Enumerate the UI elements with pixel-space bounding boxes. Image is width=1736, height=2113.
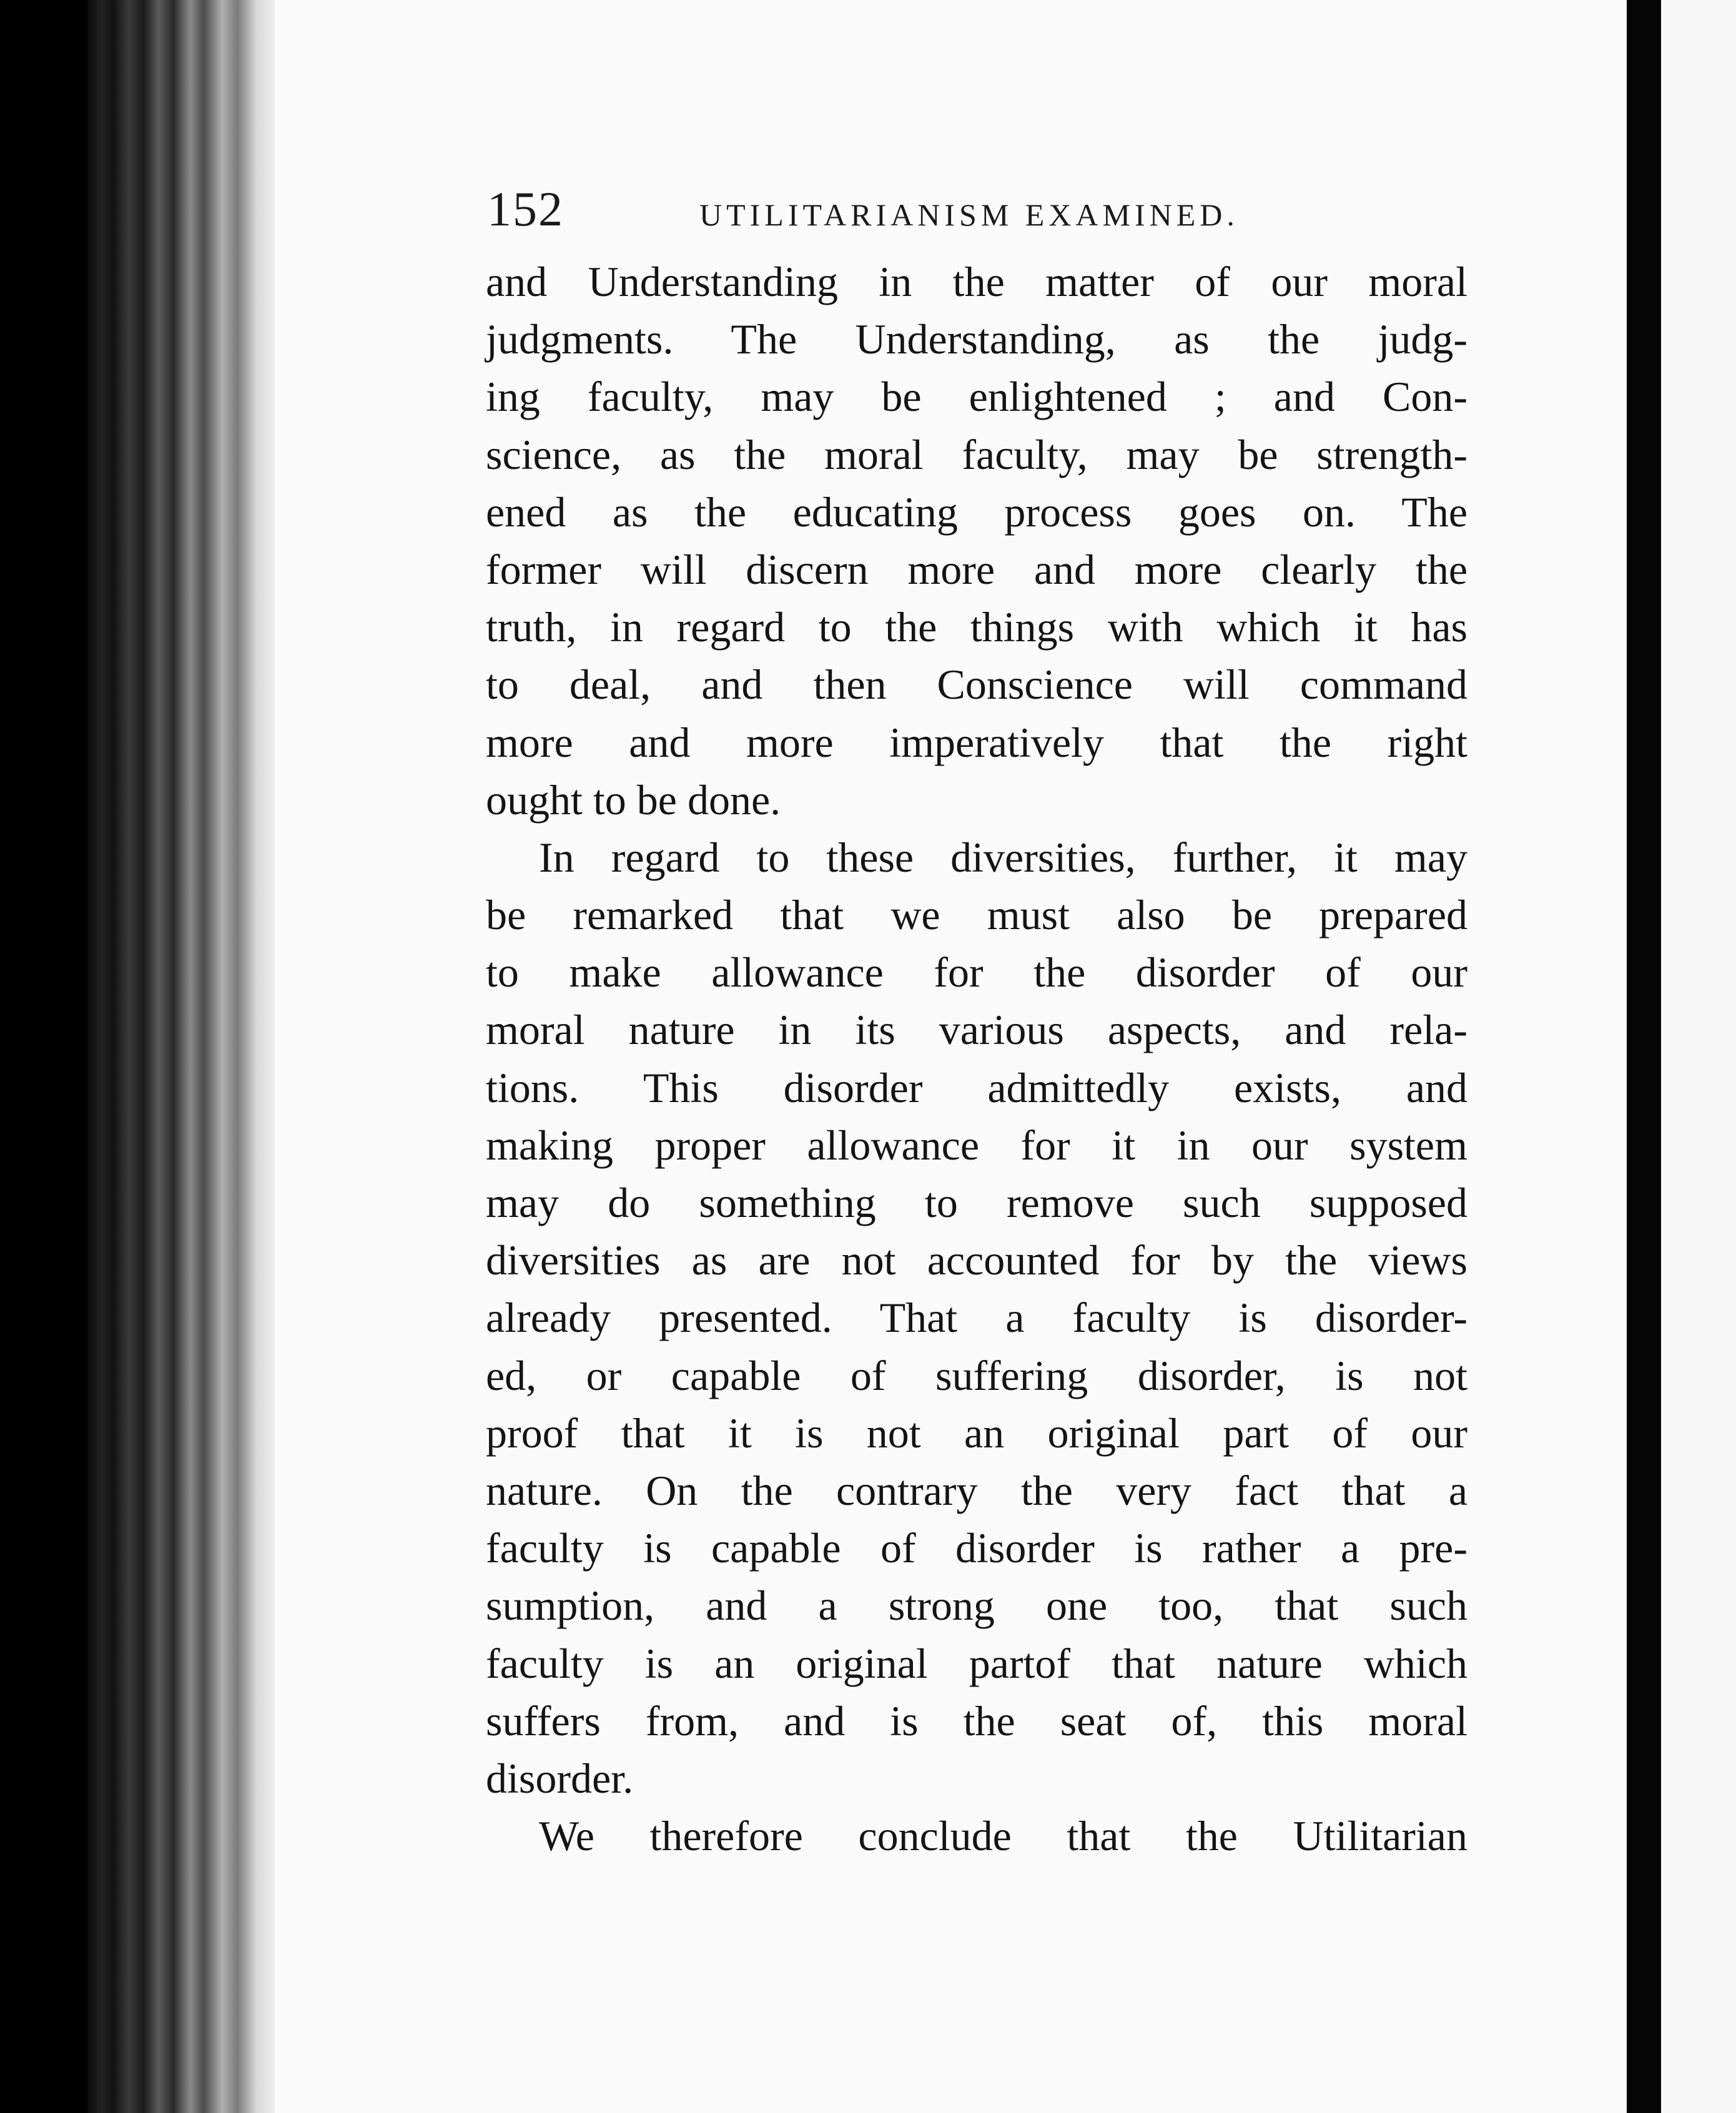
text-line: truth, in regard to the things with which it has <box>486 603 1467 651</box>
text-line: faculty is an original partof that nature which <box>486 1639 1467 1687</box>
text-line: diversities as are not accounted for by the views <box>486 1236 1467 1284</box>
text-line: may do something to remove such supposed <box>486 1179 1467 1226</box>
running-head <box>487 181 1474 237</box>
running-head-title: UTILITARIANISM EXAMINED. <box>699 197 1239 232</box>
text-line: already presented. That a faculty is disorder- <box>486 1294 1467 1342</box>
text-line: moral nature in its various aspects, and rela- <box>486 1006 1467 1054</box>
text-line: suffers from, and is the seat of, this moral <box>486 1697 1467 1745</box>
text-line: judgments. The Understanding, as the judg- <box>486 315 1467 363</box>
text-line: faculty is capable of disorder is rather a pre- <box>486 1524 1467 1572</box>
scan-background-right <box>1627 0 1661 2113</box>
text-line: ing faculty, may be enlightened ; and Con- <box>486 373 1467 421</box>
scan-background-left <box>0 0 87 2113</box>
text-line: to deal, and then Conscience will command <box>486 661 1467 709</box>
text-line: sumption, and a strong one too, that such <box>486 1582 1467 1630</box>
text-line: We therefore conclude that the Utilitarian <box>539 1812 1467 1860</box>
text-line: ed, or capable of suffering disorder, is not <box>486 1351 1467 1399</box>
text-line: disorder. <box>486 1754 634 1802</box>
text-line: tions. This disorder admittedly exists, and <box>486 1063 1467 1111</box>
text-line: In regard to these diversities, further, it may <box>539 833 1467 881</box>
text-line: nature. On the contrary the very fact that a <box>486 1466 1467 1514</box>
text-line: more and more imperatively that the right <box>486 718 1467 766</box>
text-line: making proper allowance for it in our system <box>486 1121 1467 1169</box>
text-line: former will discern more and more clearly the <box>486 545 1467 593</box>
text-line: ened as the educating process goes on. The <box>486 488 1467 536</box>
page-number: 152 <box>487 182 564 236</box>
text-line: and Understanding in the matter of our moral <box>486 258 1467 305</box>
text-line: proof that it is not an original part of our <box>486 1409 1467 1457</box>
text-line: to make allowance for the disorder of our <box>486 948 1467 997</box>
book-page-edges <box>87 0 275 2113</box>
text-line: be remarked that we must also be prepared <box>486 891 1467 939</box>
text-line: science, as the moral faculty, may be strength- <box>486 430 1467 478</box>
facing-page-edge <box>1661 0 1736 2113</box>
text-line: ought to be done. <box>486 776 781 824</box>
body-text <box>486 253 1467 1864</box>
